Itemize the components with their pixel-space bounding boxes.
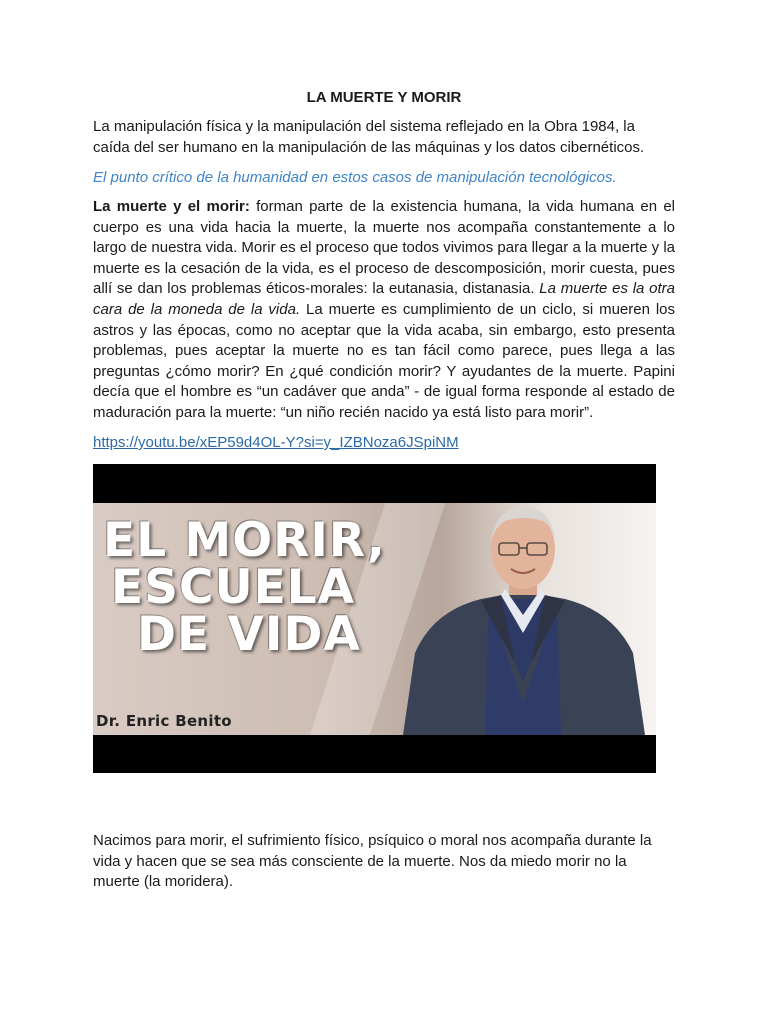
paragraph-bold-lead: La muerte y el morir: xyxy=(93,198,250,215)
thumbnail-title xyxy=(103,513,386,662)
portrait-image xyxy=(393,503,656,735)
thumbnail-title-line3: DE VIDA xyxy=(137,607,361,662)
thumbnail-title-line2: ESCUELA xyxy=(111,560,356,615)
paragraph-text-b: La muerte es cumplimiento de un ciclo, si mueren los astros y las épocas, como no aceptar que la vida acaba, sin embargo, esto presenta problemas, pues aceptar la muerte no es tan fácil como parece, pues llega a las preguntas ¿cómo morir? En ¿qué condición morir? Y ayudantes de la muerte. Papini decía que el hombre es “un cadáver que anda” - de igual forma responde al estado de maduración para la muerte: “un niño recién nacido ya está listo para morir”. xyxy=(93,300,675,421)
paragraph-text-a: forman parte de la existencia humana, la vida humana en el cuerpo es una vida hacia la muerte, la muerte nos acompaña constantemente a lo largo de nuestra vida. Morir es el proceso que todos vivimos para llegar a la muerte y la muerte es la cesación de la vida, es el proceso de descomposición, morir cuesta, pues allí se dan los problemas éticos-morales: la eutanasia, distanasia. xyxy=(93,198,675,298)
document-title: LA MUERTE Y MORIR xyxy=(306,89,462,106)
paragraph-intro: La manipulación física y la manipulación del sistema reflejado en la Obra 1984, la caída del ser humano en la manipulación de las máquinas y los datos cibernéticos. xyxy=(93,118,645,156)
youtube-link[interactable]: https://youtu.be/xEP59d4OL-Y?si=y_IZBNoza6JSpiNM xyxy=(93,434,459,451)
paragraph-italic-highlight: El punto crítico de la humanidad en estos casos de manipulación tecnológicos. xyxy=(93,169,617,186)
paragraph-italic-phrase: La muerte es la otra cara de la moneda de la vida. xyxy=(93,280,675,318)
thumbnail-banner xyxy=(93,503,656,735)
paragraph-death-and-dying xyxy=(93,197,675,424)
video-thumbnail[interactable] xyxy=(93,464,656,773)
paragraph-closing: Nacimos para morir, el sufrimiento físico, psíquico o moral nos acompaña durante la vida y hacen que se sea más consciente de la muerte. Nos da miedo morir no la muerte (la moridera). xyxy=(93,832,652,891)
thumbnail-caption: Dr. Enric Benito xyxy=(96,712,232,730)
thumbnail-title-line1: EL MORIR, xyxy=(103,513,386,568)
